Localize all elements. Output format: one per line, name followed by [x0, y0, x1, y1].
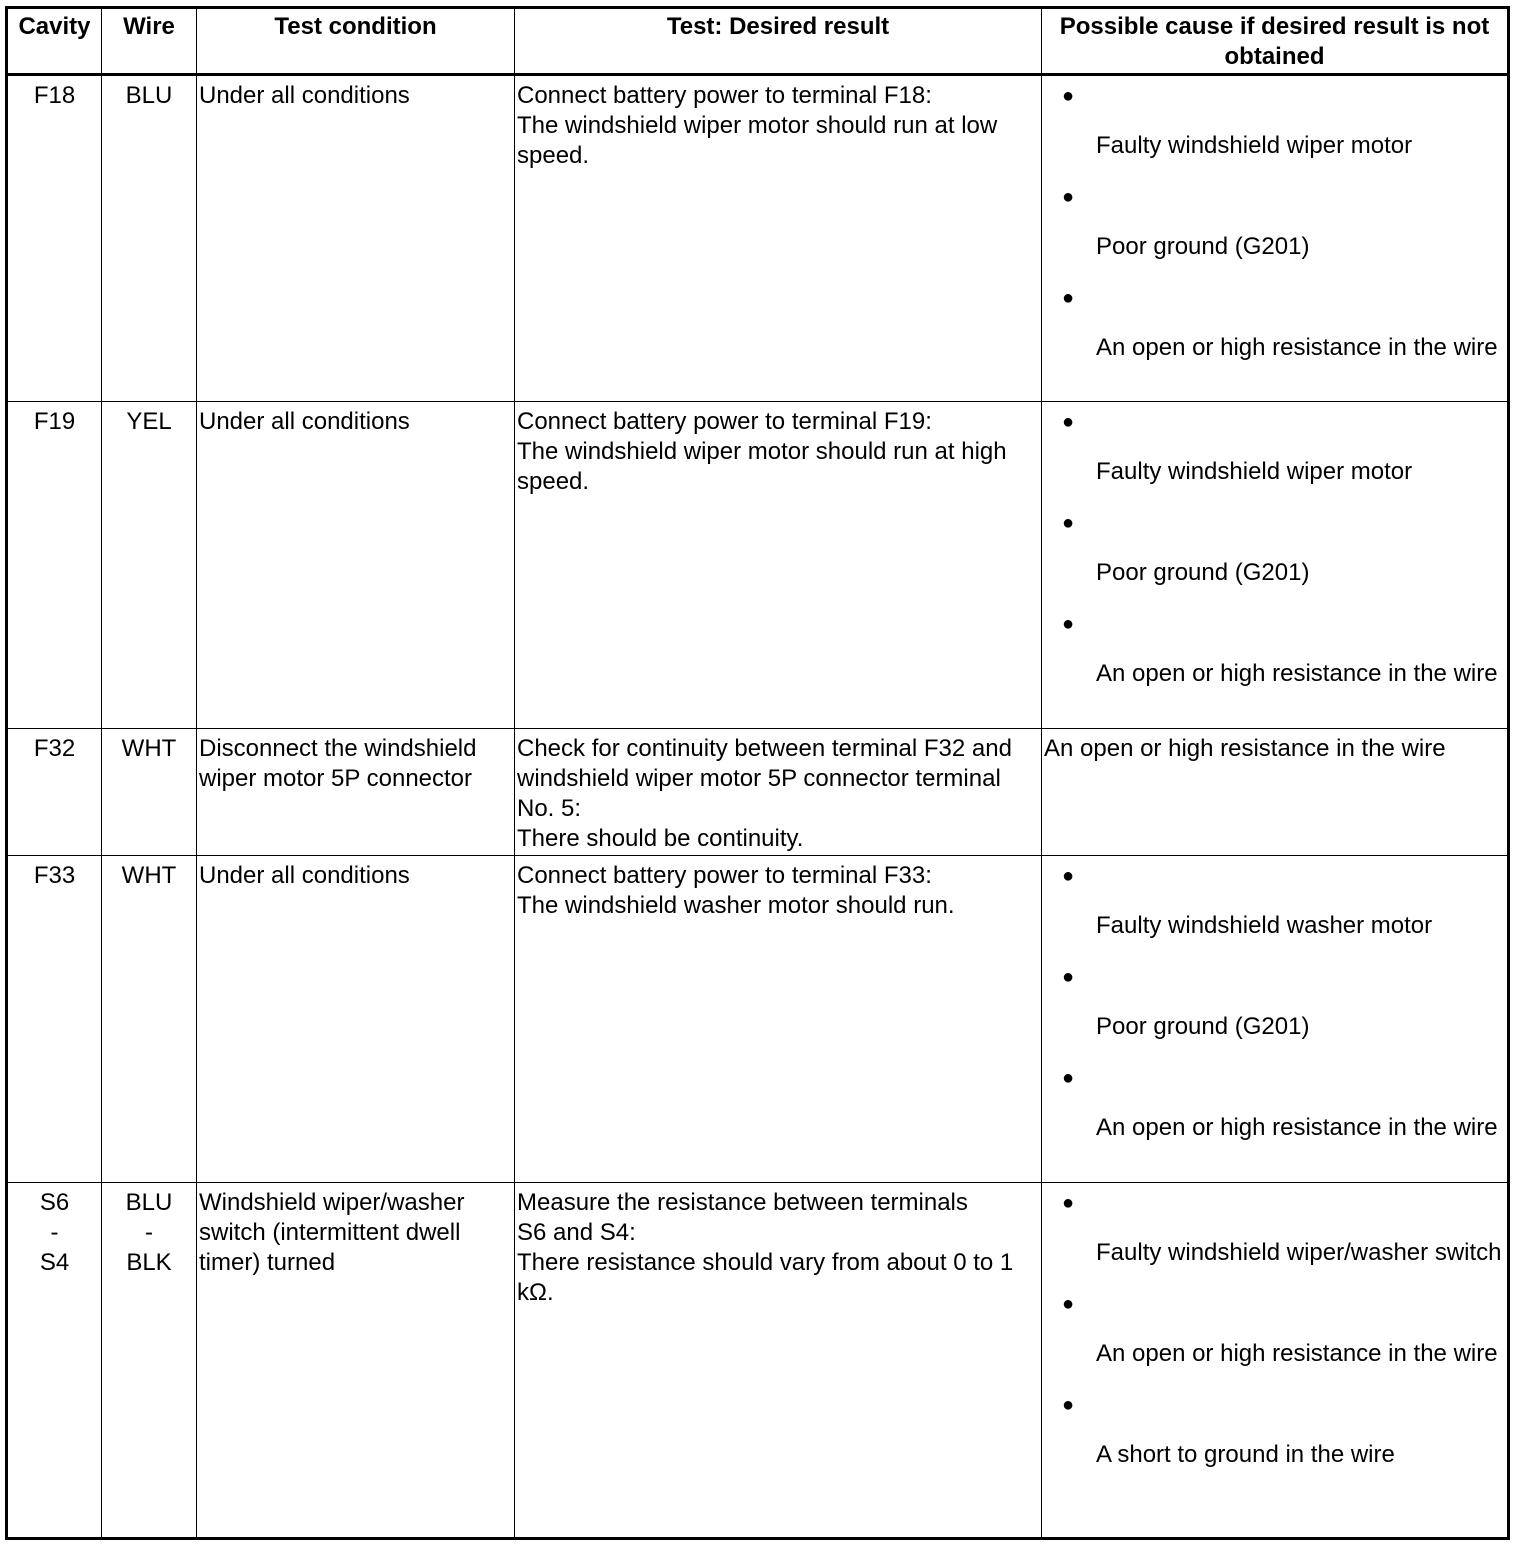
- table-row: [7, 402, 1509, 729]
- bullet-icon: ●: [1062, 1394, 1075, 1416]
- bullet-icon: ●: [1062, 85, 1075, 107]
- list-item: [1062, 962, 1505, 1042]
- header-row: [7, 8, 1509, 75]
- cavity-cell-text: F32: [33, 735, 76, 762]
- condition-cell-text: Disconnect the windshield wiper motor 5P connector: [199, 735, 477, 792]
- cause-text: Faulty windshield wiper/washer switch: [1096, 1239, 1502, 1266]
- condition-cell-text: Under all conditions: [199, 82, 410, 109]
- list-item: [1062, 81, 1505, 161]
- list-item: [1062, 1188, 1505, 1268]
- wire-cell-text: BLU: [125, 82, 173, 109]
- cavity-cell: [7, 75, 102, 402]
- table-row: [7, 75, 1509, 402]
- diagnostic-table: [5, 6, 1510, 1540]
- cause-cell: [1042, 729, 1509, 856]
- cause-text: Poor ground (G201): [1096, 559, 1310, 586]
- header-test-condition: Test condition: [197, 8, 515, 75]
- table-row: [7, 856, 1509, 1183]
- cause-cell: [1042, 1183, 1509, 1539]
- wire-cell-text: BLK: [126, 1249, 172, 1276]
- result-cell: [515, 402, 1042, 729]
- result-cell-text: There should be continuity.: [517, 825, 804, 852]
- cavity-cell: [7, 1183, 102, 1539]
- cause-cell: [1042, 75, 1509, 402]
- condition-cell-text: Under all conditions: [199, 408, 410, 435]
- result-cell: [515, 75, 1042, 402]
- list-item: [1062, 182, 1505, 262]
- bullet-icon: ●: [1062, 287, 1075, 309]
- cause-cell: [1042, 402, 1509, 729]
- table-row: [7, 729, 1509, 856]
- condition-cell: [197, 729, 515, 856]
- header-possible-cause: Possible cause if desired result is not obtained: [1042, 8, 1509, 75]
- wire-cell: [102, 729, 197, 856]
- list-item: [1062, 1289, 1505, 1369]
- condition-cell-text: Under all conditions: [199, 862, 410, 889]
- result-cell-text: Connect battery power to terminal F19:: [517, 408, 932, 435]
- cavity-cell-text: F18: [33, 82, 76, 109]
- list-item: [1062, 1390, 1505, 1470]
- result-cell-text: Measure the resistance between terminals: [517, 1189, 968, 1216]
- result-cell-text: There resistance should vary from about 0 to 1 kΩ.: [517, 1249, 1014, 1306]
- bullet-icon: ●: [1062, 186, 1075, 208]
- table-row: [7, 1183, 1509, 1539]
- list-item: [1062, 283, 1505, 363]
- bullet-icon: ●: [1062, 1067, 1075, 1089]
- cavity-cell: [7, 856, 102, 1183]
- cause-text: An open or high resistance in the wire: [1096, 334, 1498, 361]
- cavity-cell-text: S6: [39, 1189, 70, 1216]
- result-cell-text: Check for continuity between terminal F32 and windshield wiper motor 5P connector terminal No. 5:: [517, 735, 1012, 822]
- list-item: [1062, 861, 1505, 941]
- cause-list: [1044, 81, 1505, 363]
- cavity-cell-text: F19: [33, 408, 76, 435]
- cavity-cell-text: -: [50, 1219, 59, 1246]
- cause-list: [1044, 861, 1505, 1143]
- cause-text: Poor ground (G201): [1096, 233, 1310, 260]
- condition-cell: [197, 75, 515, 402]
- result-cell: [515, 1183, 1042, 1539]
- list-item: [1062, 407, 1505, 487]
- wire-cell-text: -: [145, 1219, 153, 1246]
- result-cell: [515, 729, 1042, 856]
- bullet-icon: ●: [1062, 966, 1075, 988]
- wire-cell: [102, 402, 197, 729]
- result-cell-text: Connect battery power to terminal F18:: [517, 82, 932, 109]
- result-cell-text: The windshield wiper motor should run at low speed.: [517, 112, 998, 169]
- cause-text: A short to ground in the wire: [1096, 1441, 1395, 1468]
- list-item: [1062, 508, 1505, 588]
- wire-cell: [102, 75, 197, 402]
- cause-text: An open or high resistance in the wire: [1096, 1340, 1498, 1367]
- cause-text: Poor ground (G201): [1096, 1013, 1310, 1040]
- wire-cell: [102, 856, 197, 1183]
- wire-cell-text: WHT: [121, 862, 177, 889]
- result-cell-text: S6 and S4:: [517, 1219, 636, 1246]
- result-cell: [515, 856, 1042, 1183]
- wire-cell: [102, 1183, 197, 1539]
- wire-cell-text: BLU: [125, 1189, 173, 1216]
- header-desired-result: Test: Desired result: [515, 8, 1042, 75]
- cause-text: Faulty windshield wiper motor: [1096, 458, 1413, 485]
- bullet-icon: ●: [1062, 1293, 1075, 1315]
- cavity-cell-text: S4: [39, 1249, 70, 1276]
- cause-text: An open or high resistance in the wire: [1096, 1114, 1498, 1141]
- cavity-cell: [7, 402, 102, 729]
- result-cell-text: The windshield washer motor should run.: [517, 892, 955, 919]
- cause-text: Faulty windshield washer motor: [1096, 912, 1433, 939]
- list-item: [1062, 609, 1505, 689]
- wire-cell-text: YEL: [126, 408, 172, 435]
- cavity-cell: [7, 729, 102, 856]
- bullet-icon: ●: [1062, 865, 1075, 887]
- cavity-cell-text: F33: [33, 862, 76, 889]
- wire-cell-text: WHT: [121, 735, 177, 762]
- cause-text: An open or high resistance in the wire: [1044, 735, 1446, 762]
- condition-cell: [197, 856, 515, 1183]
- cause-cell: [1042, 856, 1509, 1183]
- condition-cell: [197, 402, 515, 729]
- cause-list: [1044, 1188, 1505, 1470]
- bullet-icon: ●: [1062, 411, 1075, 433]
- cause-list: [1044, 407, 1505, 689]
- header-wire: Wire: [102, 8, 197, 75]
- condition-cell: [197, 1183, 515, 1539]
- cause-text: Faulty windshield wiper motor: [1096, 132, 1413, 159]
- bullet-icon: ●: [1062, 1192, 1075, 1214]
- result-cell-text: Connect battery power to terminal F33:: [517, 862, 932, 889]
- cause-text: An open or high resistance in the wire: [1096, 660, 1498, 687]
- list-item: [1062, 1063, 1505, 1143]
- result-cell-text: The windshield wiper motor should run at high speed.: [517, 438, 1007, 495]
- header-cavity: Cavity: [7, 8, 102, 75]
- bullet-icon: ●: [1062, 613, 1075, 635]
- condition-cell-text: Windshield wiper/washer switch (intermittent dwell timer) turned: [199, 1189, 465, 1276]
- bullet-icon: ●: [1062, 512, 1075, 534]
